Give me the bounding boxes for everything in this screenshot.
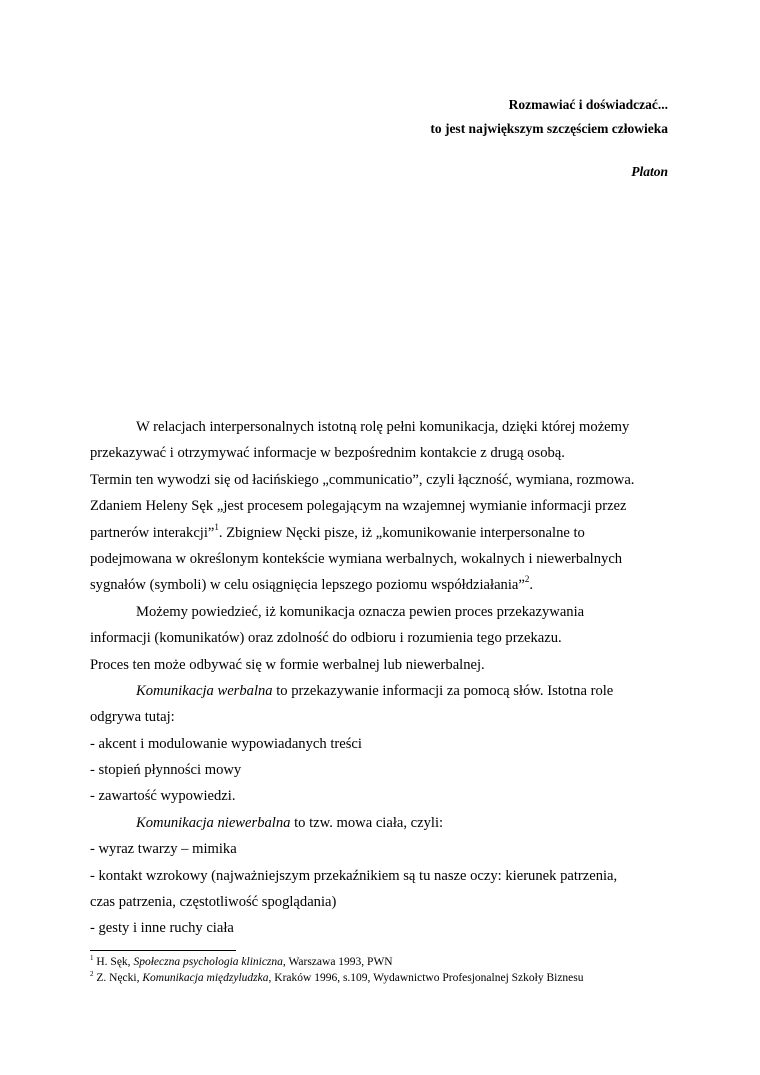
text-line: odgrywa tutaj: <box>90 709 175 726</box>
footnote-ref-1: 1 <box>214 521 219 532</box>
text-line: podejmowana w określonym kontekście wymiana werbalnych, wokalnych i niewerbalnych <box>90 550 623 567</box>
text-span: , Kraków 1996, s.109, Wydawnictwo Profesjonalnej Szkoły Biznesu <box>268 972 584 984</box>
epigraph-line-2: to jest największym szczęściem człowieka <box>430 121 668 136</box>
text-line: Zdaniem Heleny Sęk „jest procesem polegającym na wzajemnej wymianie informacji przez <box>90 498 627 515</box>
text-line: informacji (komunikatów) oraz zdolność do odbioru i rozumienia tego przekazu. <box>90 630 562 647</box>
text-line: przekazywać i otrzymywać informacje w bezpośrednim kontakcie z drugą osobą. <box>90 445 565 462</box>
text-line: Proces ten może odbywać się w formie werbalnej lub niewerbalnej. <box>90 656 485 673</box>
text-line <box>90 678 670 704</box>
text-line: W relacjach interpersonalnych istotną rolę pełni komunikacja, dzięki której możemy <box>136 419 630 435</box>
epigraph-author: Platon <box>631 164 668 179</box>
text-line <box>90 520 670 546</box>
list-item: - gesty i inne ruchy ciała <box>90 920 234 937</box>
text-span: H. Sęk, <box>93 956 134 968</box>
text-span: . Zbigniew Nęcki pisze, iż „komunikowanie interpersonalne to <box>218 524 585 541</box>
footnote-number: 1 <box>90 954 94 963</box>
term-nonverbal: Komunikacja niewerbalna <box>136 814 291 831</box>
text-span: , Warszawa 1993, PWN <box>282 956 393 968</box>
list-item: - kontakt wzrokowy (najważniejszym przekaźnikiem są tu nasze oczy: kierunek patrzenia, <box>90 867 618 884</box>
footnote-2 <box>90 970 584 985</box>
footnote-ref-2: 2 <box>524 574 530 585</box>
list-item-continuation: czas patrzenia, częstotliwość spoglądania) <box>90 894 337 911</box>
list-item: - zawartość wypowiedzi. <box>90 788 236 805</box>
footnote-title: Społeczna psychologia kliniczna <box>133 956 283 968</box>
epigraph-line-1: Rozmawiać i doświadczać... <box>508 97 668 112</box>
text-span: to przekazywanie informacji za pomocą słów. Istotna role <box>272 682 614 699</box>
text-span: to tzw. mowa ciała, czyli: <box>290 814 444 831</box>
text-line: Termin ten wywodzi się od łacińskiego „communicatio”, czyli łączność, wymiana, rozmowa. <box>90 471 635 488</box>
footnote-1 <box>90 954 393 969</box>
text-line <box>90 810 670 836</box>
list-item: - wyraz twarzy – mimika <box>90 841 237 858</box>
text-line: Możemy powiedzieć, iż komunikacja oznacza pewien proces przekazywania <box>136 603 585 620</box>
text-line <box>90 572 670 598</box>
text-span: partnerów interakcji” <box>90 524 215 541</box>
body-text <box>90 414 670 942</box>
text-span: . <box>529 577 534 594</box>
list-item: - akcent i modulowanie wypowiadanych treści <box>90 735 362 752</box>
footnote-number: 2 <box>90 970 94 979</box>
term-verbal: Komunikacja werbalna <box>136 682 273 699</box>
footnote-separator <box>90 950 236 951</box>
text-span: sygnałów (symboli) w celu osiągnięcia lepszego poziomu współdziałania” <box>90 577 525 594</box>
footnote-title: Komunikacja międzyludzka <box>142 972 269 984</box>
list-item: - stopień płynności mowy <box>90 762 242 779</box>
text-span: Z. Nęcki, <box>93 972 143 984</box>
